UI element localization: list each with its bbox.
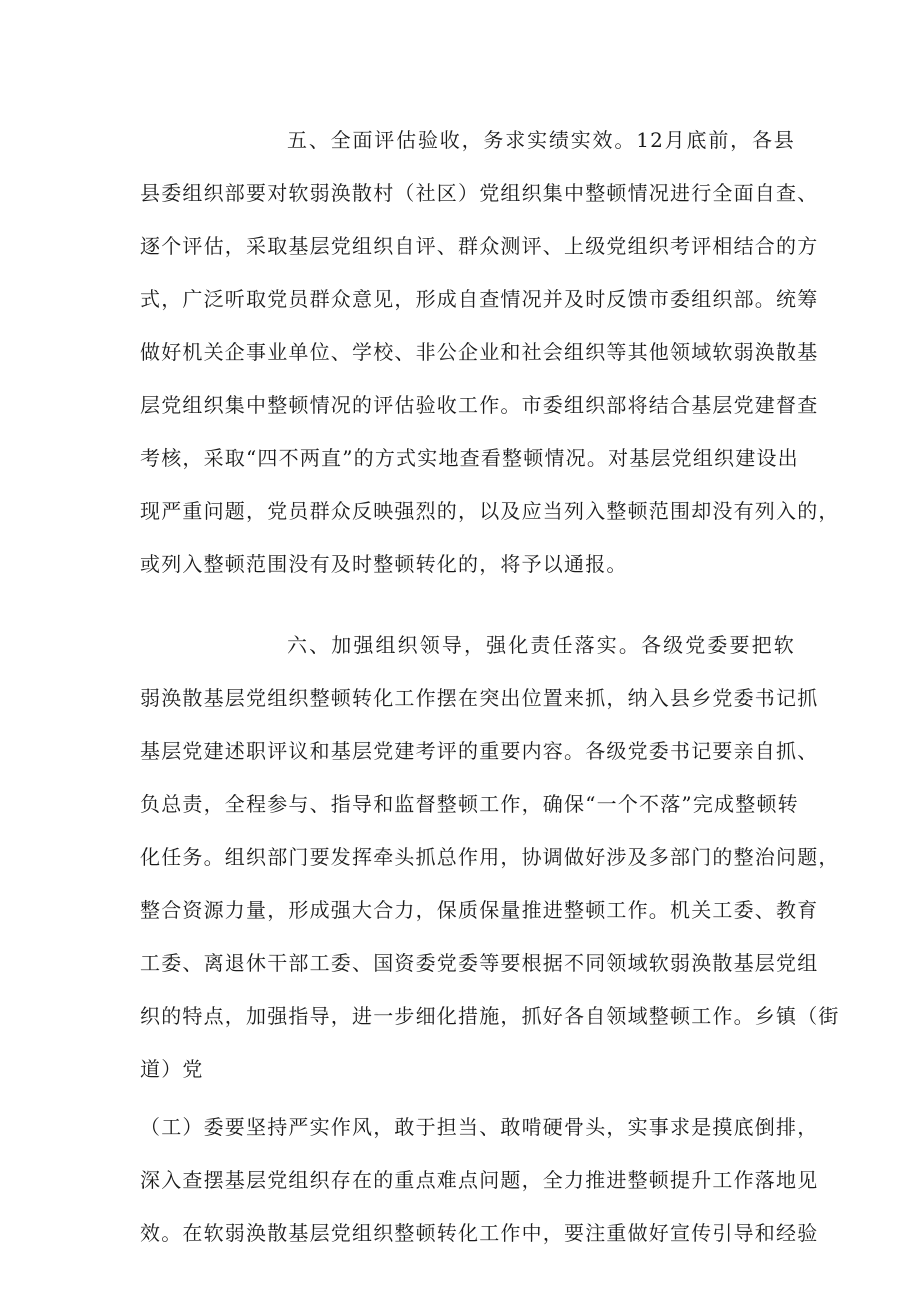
section-5-line-6: 层党组织集中整顿情况的评估验收工作。市委组织部将结合基层党建督查 (140, 393, 819, 417)
section-5-line-3: 逐个评估，采取基层党组织自评、群众测评、上级党组织考评相结合的方 (140, 234, 819, 258)
section-6-line-8: 织的特点，加强指导，进一步细化措施，抓好各自领域整顿工作。乡镇（街 (140, 1004, 840, 1028)
section-6-line-9: 道）党 (140, 1057, 204, 1081)
section-6-line-2: 弱涣散基层党组织整顿转化工作摆在突出位置来抓，纳入县乡党委书记抓 (140, 686, 819, 710)
section-6-line-7: 工委、离退休干部工委、国资委党委等要根据不同领域软弱涣散基层党组 (140, 951, 819, 975)
section-5-line-4: 式，广泛听取党员群众意见，形成自查情况并及时反馈市委组织部。统筹 (140, 287, 819, 311)
section-5-line-8: 现严重问题，党员群众反映强烈的，以及应当列入整顿范围却没有列入的， (140, 499, 840, 523)
section-5-line-2: 县委组织部要对软弱涣散村（社区）党组织集中整顿情况进行全面自查、 (140, 181, 819, 205)
section-6-line-5: 化任务。组织部门要发挥牵头抓总作用，协调做好涉及多部门的整治问题， (140, 845, 840, 869)
section-5-line-9: 或列入整顿范围没有及时整顿转化的，将予以通报。 (140, 552, 628, 576)
section-6-line-6: 整合资源力量，形成强大合力，保质保量推进整顿工作。机关工委、教育 (140, 898, 819, 922)
section-6-line-3: 基层党建述职评议和基层党建考评的重要内容。各级党委书记要亲自抓、 (140, 739, 819, 763)
section-6-cont-line-1: （工）委要坚持严实作风，敢于担当、敢啃硬骨头，实事求是摸底倒排， (140, 1115, 819, 1139)
section-5-line-1: 五、全面评估验收，务求实绩实效。12月底前，各县 (287, 128, 795, 152)
section-6-cont-line-3: 效。在软弱涣散基层党组织整顿转化工作中，要注重做好宣传引导和经验 (140, 1221, 819, 1245)
section-6-line-1: 六、加强组织领导，强化责任落实。各级党委要把软 (287, 633, 795, 657)
section-5-line-7: 考核，采取“四不两直”的方式实地查看整顿情况。对基层党组织建设出 (140, 446, 799, 470)
section-5-line-5: 做好机关企事业单位、学校、非公企业和社会组织等其他领域软弱涣散基 (140, 340, 819, 364)
section-6-line-4: 负总责，全程参与、指导和监督整顿工作，确保“一个不落”完成整顿转 (140, 792, 799, 816)
section-6-cont-line-2: 深入查摆基层党组织存在的重点难点问题，全力推进整顿提升工作落地见 (140, 1168, 819, 1192)
